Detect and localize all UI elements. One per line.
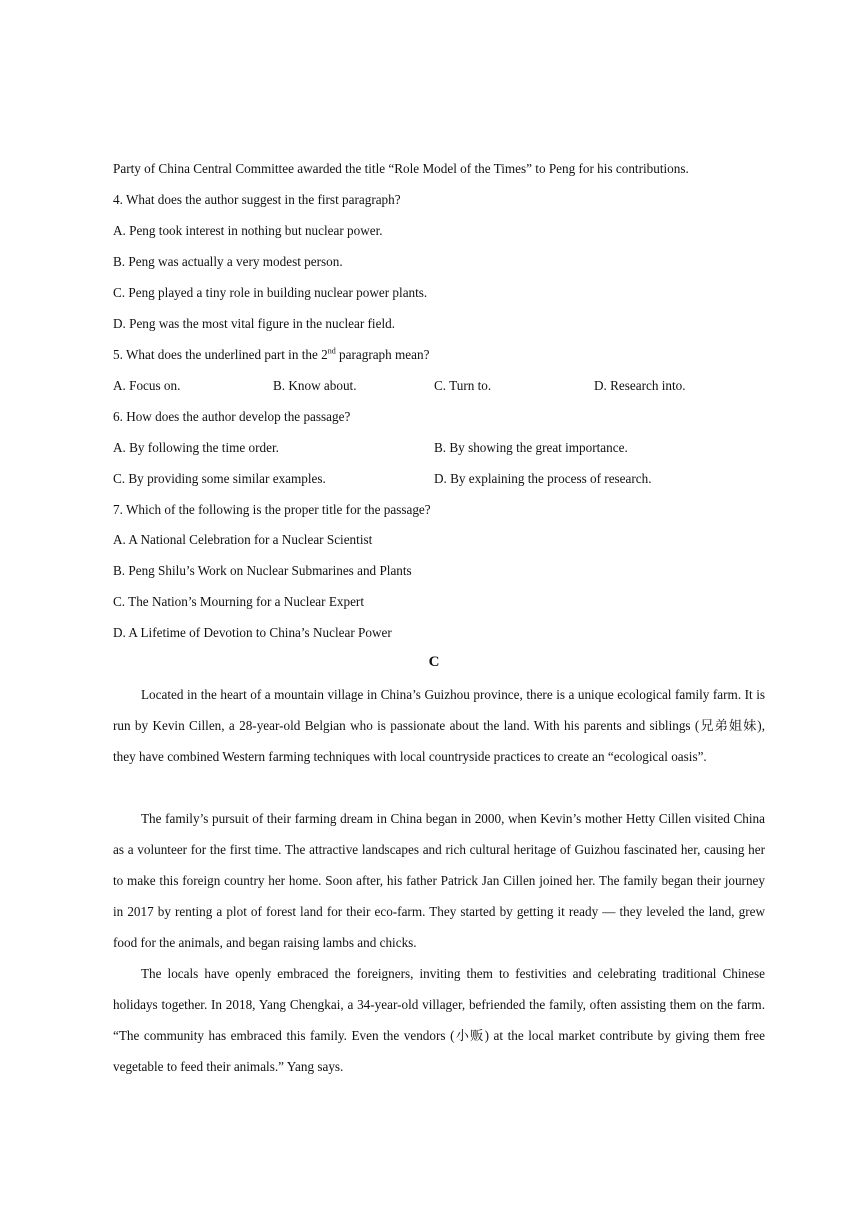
passage-c-paragraph-3: The locals have openly embraced the foreigners, inviting them to festivities and celebrating traditional Chinese holidays together. In 2018, Yang Chengkai, a 34-year-old villager, befriended the family, often assisting them on the farm. “The community has embraced this family. Even the vendors (小贩) at the local market contribute by giving them free vegetable to feed their animals.” Yang says. [113, 966, 765, 1074]
question-7: 7. Which of the following is the proper title for the passage? [113, 502, 431, 517]
q6-option-c: C. By providing some similar examples. [113, 471, 326, 486]
q4-option-a: A. Peng took interest in nothing but nuclear power. [113, 223, 383, 238]
question-5 [113, 347, 429, 363]
q7-option-b: B. Peng Shilu’s Work on Nuclear Submarines and Plants [113, 563, 412, 578]
q6-option-d: D. By explaining the process of research. [434, 471, 652, 486]
q5-option-b: B. Know about. [273, 378, 357, 393]
question-4: 4. What does the author suggest in the first paragraph? [113, 192, 401, 207]
q4-option-b: B. Peng was actually a very modest person. [113, 254, 343, 269]
q5-superscript: nd [327, 346, 336, 356]
passage-c-paragraph-1: Located in the heart of a mountain village in China’s Guizhou province, there is a unique ecological family farm. It is run by Kevin Cillen, a 28-year-old Belgian who is passionate about the land. With his parents and siblings (兄弟姐妹), they have combined Western farming techniques with local countryside practices to create an “ecological oasis”. [113, 687, 765, 764]
q4-option-c: C. Peng played a tiny role in building nuclear power plants. [113, 285, 428, 300]
question-6: 6. How does the author develop the passage? [113, 409, 351, 424]
q5-option-c: C. Turn to. [434, 378, 492, 393]
q5-option-d: D. Research into. [594, 378, 686, 393]
passage-c-paragraph-2: The family’s pursuit of their farming dream in China began in 2000, when Kevin’s mother Hetty Cillen visited China as a volunteer for the first time. The attractive landscapes and rich cultural heritage of Guizhou fascinated her, causing her to make this foreign country her home. Soon after, his father Patrick Jan Cillen joined her. The family began their journey in 2017 by renting a plot of forest land for their eco-farm. They started by getting it ready — they leveled the land, grew food for the animals, and began raising lambs and chicks. [113, 811, 765, 950]
q7-option-c: C. The Nation’s Mourning for a Nuclear Expert [113, 594, 364, 609]
q5-text-post: paragraph mean? [335, 347, 430, 362]
intro-tail-text: Party of China Central Committee awarded the title “Role Model of the Times” to Peng for his contributions. [113, 161, 689, 176]
q7-option-d: D. A Lifetime of Devotion to China’s Nuclear Power [113, 625, 392, 640]
q7-option-a: A. A National Celebration for a Nuclear Scientist [113, 532, 373, 547]
q6-option-a: A. By following the time order. [113, 440, 279, 455]
q5-text-pre: 5. What does the underlined part in the 2 [113, 347, 328, 362]
q6-option-b: B. By showing the great importance. [434, 440, 628, 455]
section-c-heading: C [428, 654, 440, 670]
q5-option-a: A. Focus on. [113, 378, 181, 393]
q4-option-d: D. Peng was the most vital figure in the nuclear field. [113, 316, 395, 331]
